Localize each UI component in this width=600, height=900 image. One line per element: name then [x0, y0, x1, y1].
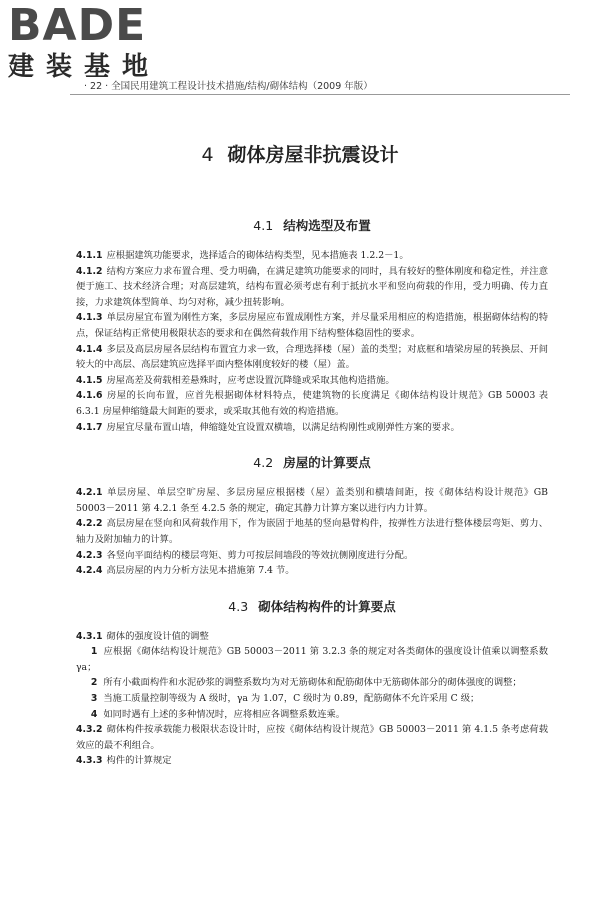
section-title-text: 房屋的计算要点	[283, 455, 371, 471]
clause-item	[76, 691, 548, 707]
clause-text: 应根据建筑功能要求，选择适合的砌体结构类型，见本措施表 1.2.2－1。	[106, 250, 409, 261]
section-title-text: 结构选型及布置	[283, 218, 371, 233]
clause-number: 4.1.4	[76, 343, 103, 355]
item-text: 所有小截面构件和水泥砂浆的调整系数均为对无筋砌体和配筋砌体中无筋砌体部分的砌体强度的调整；	[103, 677, 522, 689]
clause-text: 单层房屋宜布置为刚性方案，多层房屋应布置成刚性方案，并尽量采用相应的构造措施，根据砌体结构的特点，保证结构正常使用极限状态的要求和在偶然荷载作用下结构整体稳固性的要求。	[76, 312, 548, 339]
clause	[76, 264, 548, 311]
chapter-number: 4	[201, 144, 214, 166]
section-title	[76, 216, 548, 234]
clause-number: 4.1.7	[76, 421, 103, 433]
clause-text: 砌体构件按承载能力极限状态设计时，应按《砌体结构设计规范》GB 50003－2011 第 4.1.5 条考虑荷载效应的最不利组合。	[76, 724, 548, 751]
clause-text: 高层房屋在竖向和风荷载作用下，作为嵌固于地基的竖向悬臂构件，按弹性方法进行整体楼层弯矩、剪力、轴力及附加轴力的计算。	[76, 518, 548, 545]
clause	[76, 563, 548, 579]
clause-number: 4.3.2	[76, 724, 103, 736]
item-number: 1	[90, 646, 98, 658]
section-number: 4.1	[253, 218, 274, 233]
section-title	[76, 597, 548, 615]
clause	[76, 248, 548, 264]
item-text: 应根据《砌体结构设计规范》GB 50003－2011 第 3.2.3 条的规定对各类砌体的强度设计值乘以调整系数 γa；	[76, 646, 548, 673]
section-number: 4.2	[253, 455, 274, 471]
item-text: 如同时遇有上述的多种情况时，应将相应各调整系数连乘。	[103, 708, 346, 720]
section-4-2	[76, 453, 548, 579]
clause	[76, 420, 548, 436]
clause-number: 4.3.3	[76, 755, 103, 767]
clause-text: 结构方案应力求布置合理、受力明确，在满足建筑功能要求的同时，具有较好的整体刚度和稳定性，并注意便于施工、技术经济合理；对高层建筑，结构布置必须考虑有利于抵抗水平和竖向荷载的作用，受力明确、传力直接，力求建筑体型简单、均匀对称，减少扭转影响。	[76, 265, 548, 308]
page-content	[76, 216, 548, 787]
clause-number: 4.2.1	[76, 487, 103, 499]
clause-number: 4.1.2	[76, 265, 103, 277]
clause-number: 4.1.5	[76, 374, 103, 386]
section-title-text: 砌体结构构件的计算要点	[258, 598, 396, 614]
clause-text: 各竖向平面结构的楼层弯矩、剪力可按层间墙段的等效抗侧刚度进行分配。	[106, 549, 414, 561]
clause-item	[76, 675, 548, 691]
chapter-title-text: 砌体房屋非抗震设计	[227, 144, 399, 166]
clause-item	[76, 707, 548, 723]
clause	[76, 629, 548, 645]
logo-subtitle: 建装基地	[8, 52, 161, 82]
clause-number: 4.2.2	[76, 518, 103, 530]
clause-number: 4.1.1	[76, 250, 103, 261]
clause	[76, 388, 548, 419]
clause-text: 高层房屋的内力分析方法见本措施第 7.4 节。	[106, 565, 295, 577]
clause	[76, 516, 548, 547]
clause-number: 4.2.4	[76, 565, 103, 577]
clause-text: 房屋高差及荷载相差悬殊时，应考虑设置沉降缝或采取其他构造措施。	[106, 374, 395, 386]
clause	[76, 548, 548, 564]
running-header: · 22 · 全国民用建筑工程设计技术措施/结构/砌体结构（2009 年版）	[84, 81, 373, 92]
clause	[76, 722, 548, 753]
section-4-3	[76, 597, 548, 769]
clause-number: 4.1.6	[76, 390, 103, 402]
section-4-1	[76, 216, 548, 435]
clause-number: 4.1.3	[76, 312, 103, 324]
clause	[76, 753, 548, 769]
section-title	[76, 453, 548, 471]
item-number: 4	[90, 708, 98, 720]
logo-wordmark: BADE	[8, 0, 147, 51]
item-number: 2	[90, 677, 98, 689]
section-number: 4.3	[228, 598, 249, 614]
item-text: 当施工质量控制等级为 A 级时，γa 为 1.07，C 级时为 0.89，配筋砌体不允许采用 C 级；	[103, 693, 480, 705]
clause-text: 构件的计算规定	[106, 755, 172, 767]
clause-text: 房屋的长向布置，应首先根据砌体材料特点，使建筑物的长度满足《砌体结构设计规范》GB 50003 表 6.3.1 房屋伸缩缝最大间距的要求，或采取其他有效的构造措施。	[76, 390, 548, 417]
clause-number: 4.3.1	[76, 630, 103, 642]
clause	[76, 373, 548, 389]
clause-text: 单层房屋、单层空旷房屋、多层房屋应根据楼（屋）盖类别和横墙间距，按《砌体结构设计规范》GB 50003－2011 第 4.2.1 条至 4.2.5 条的规定，确定其静力计算方案以进行内力计算。	[76, 487, 548, 514]
clause-text: 多层及高层房屋各层结构布置宜力求一致，合理选择楼（屋）盖的类型；对底框和墙梁房屋的转换层、开间较大的中高层、高层建筑应选择平面内整体刚度较好的楼（屋）盖。	[76, 343, 548, 371]
brand-logo	[8, 0, 178, 82]
clause-number: 4.2.3	[76, 549, 103, 561]
clause-item	[76, 644, 548, 675]
clause	[76, 310, 548, 341]
chapter-title	[0, 140, 600, 167]
item-number: 3	[90, 693, 98, 705]
header-divider	[70, 94, 570, 95]
clause-text: 房屋宜尽量布置山墙，伸缩缝处宜设置双横墙，以满足结构刚性或刚弹性方案的要求。	[106, 421, 460, 433]
clause	[76, 342, 548, 373]
clause	[76, 485, 548, 516]
clause-text: 砌体的强度设计值的调整	[106, 630, 209, 642]
